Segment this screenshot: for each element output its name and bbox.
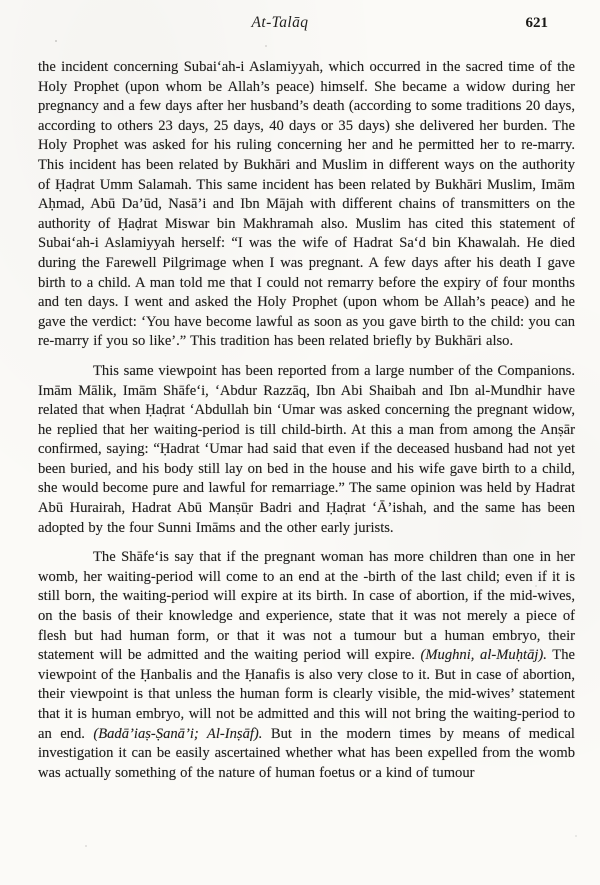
paragraph-3-text-2: The viewpoint of the Ḥanbalis and the Ḥanafis is also very close to it. But in case of abortion, their viewpoint is that unless the human form is clearly visible, the mid-wives’ statement that it is human embryo, will not be admitted and this will not bring the waiting-period to an end. bbox=[38, 647, 575, 742]
scan-speck bbox=[55, 40, 57, 42]
page-body bbox=[0, 40, 600, 783]
paragraph-subaiah-incident: the incident concerning Subai‘ah-i Aslamiyyah, which occurred in the sacred time of the Holy Prophet (upon whom be Allah’s peace) himself. She became a widow during her pregnancy and a few days after her husband’s death (according to some traditions 20 days, according to others 23 days, 25 days, 40 days or 35 days) she delivered her burden. The Holy Prophet was asked for his ruling concerning her and he permitted her to re-marry. This incident has been related by Bukhāri and Muslim in different ways on the authority of Ḥaḍrat Umm Salamah. This same incident has been related by Bukhāri Muslim, Imām Aḥmad, Abū Da’ūd, Nasā’i and Ibn Mājah with different chains of transmitters on the authority of Ḥaḍrat Miswar bin Makhramah also. Muslim has cited this statement of Subai‘ah-i Aslamiyyah herself: “I was the wife of Hadrat Sa‘d bin Khawalah. He died during the Farewell Pilgrimage when I was pregnant. A few days after his death I gave birth to a child. A man told me that I could not remarry before the expiry of four months and ten days. I went and asked the Holy Prophet (upon whom be Allah’s peace) and he gave the verdict: ‘You have become lawful as soon as you gave birth to the child: you can re-marry if you so like’.” This tradition has been related briefly by Bukhāri also. bbox=[38, 59, 575, 350]
running-title: At-Talāq bbox=[251, 14, 309, 31]
paragraph-companions-viewpoint: This same viewpoint has been reported from a large number of the Companions. Imām Mālik, Imām Shāfe‘i, ‘Abdur Razzāq, Ibn Abi Shaibah and Ibn al-Mundhir have related that when Ḥaḍrat ‘Abdullah bin ‘Umar was asked concerning the pregnant widow, he replied that her waiting-period is till child-birth. At this a man from among the Anṣār confirmed, saying: “Ḥadrat ‘Umar had said that even if the deceased husband had not yet been buried, and his body still lay on bed in the house and his wife gave birth to a child, she would become pure and lawful for remarriage.” The same opinion was held by Hadrat Abū Hurairah, Hadrat Abū Manṣūr Badri and Ḥaḍrat ‘Ā’ishah, and the same has been adopted by the four Sunni Imāms and the other early jurists. bbox=[38, 362, 575, 536]
page-header bbox=[0, 14, 600, 40]
page-number: 621 bbox=[525, 15, 548, 31]
citation-mughni-al-muhtaj: (Mughni, al-Muḥtāj). bbox=[420, 647, 547, 664]
paragraph-3-text-1: The Shāfe‘is say that if the pregnant woman has more children than one in her womb, her waiting-period will come to an end at the -birth of the last child; even if it is still born, the waiting-period will expire at its birth. In case of abortion, if the mid-wives, on the basis of their knowledge and experience, state that it was not merely a piece of flesh but had human form, or that it was not a tumour but a human embryo, their statement will be admitted and the waiting period will expire. bbox=[38, 549, 575, 664]
paragraph-3-text-3: But in the modern times by means of medical investigation it can be easily ascertained whether what has been expelled from the womb was actually something of the nature of human foetus or a kind of tumour bbox=[38, 725, 575, 781]
citation-badaias-sanai-al-insaf: (Badā’iaṣ-Ṣanā’i; Al-Inṣāf). bbox=[93, 725, 263, 742]
paragraph-shafeis-viewpoint bbox=[38, 548, 575, 783]
